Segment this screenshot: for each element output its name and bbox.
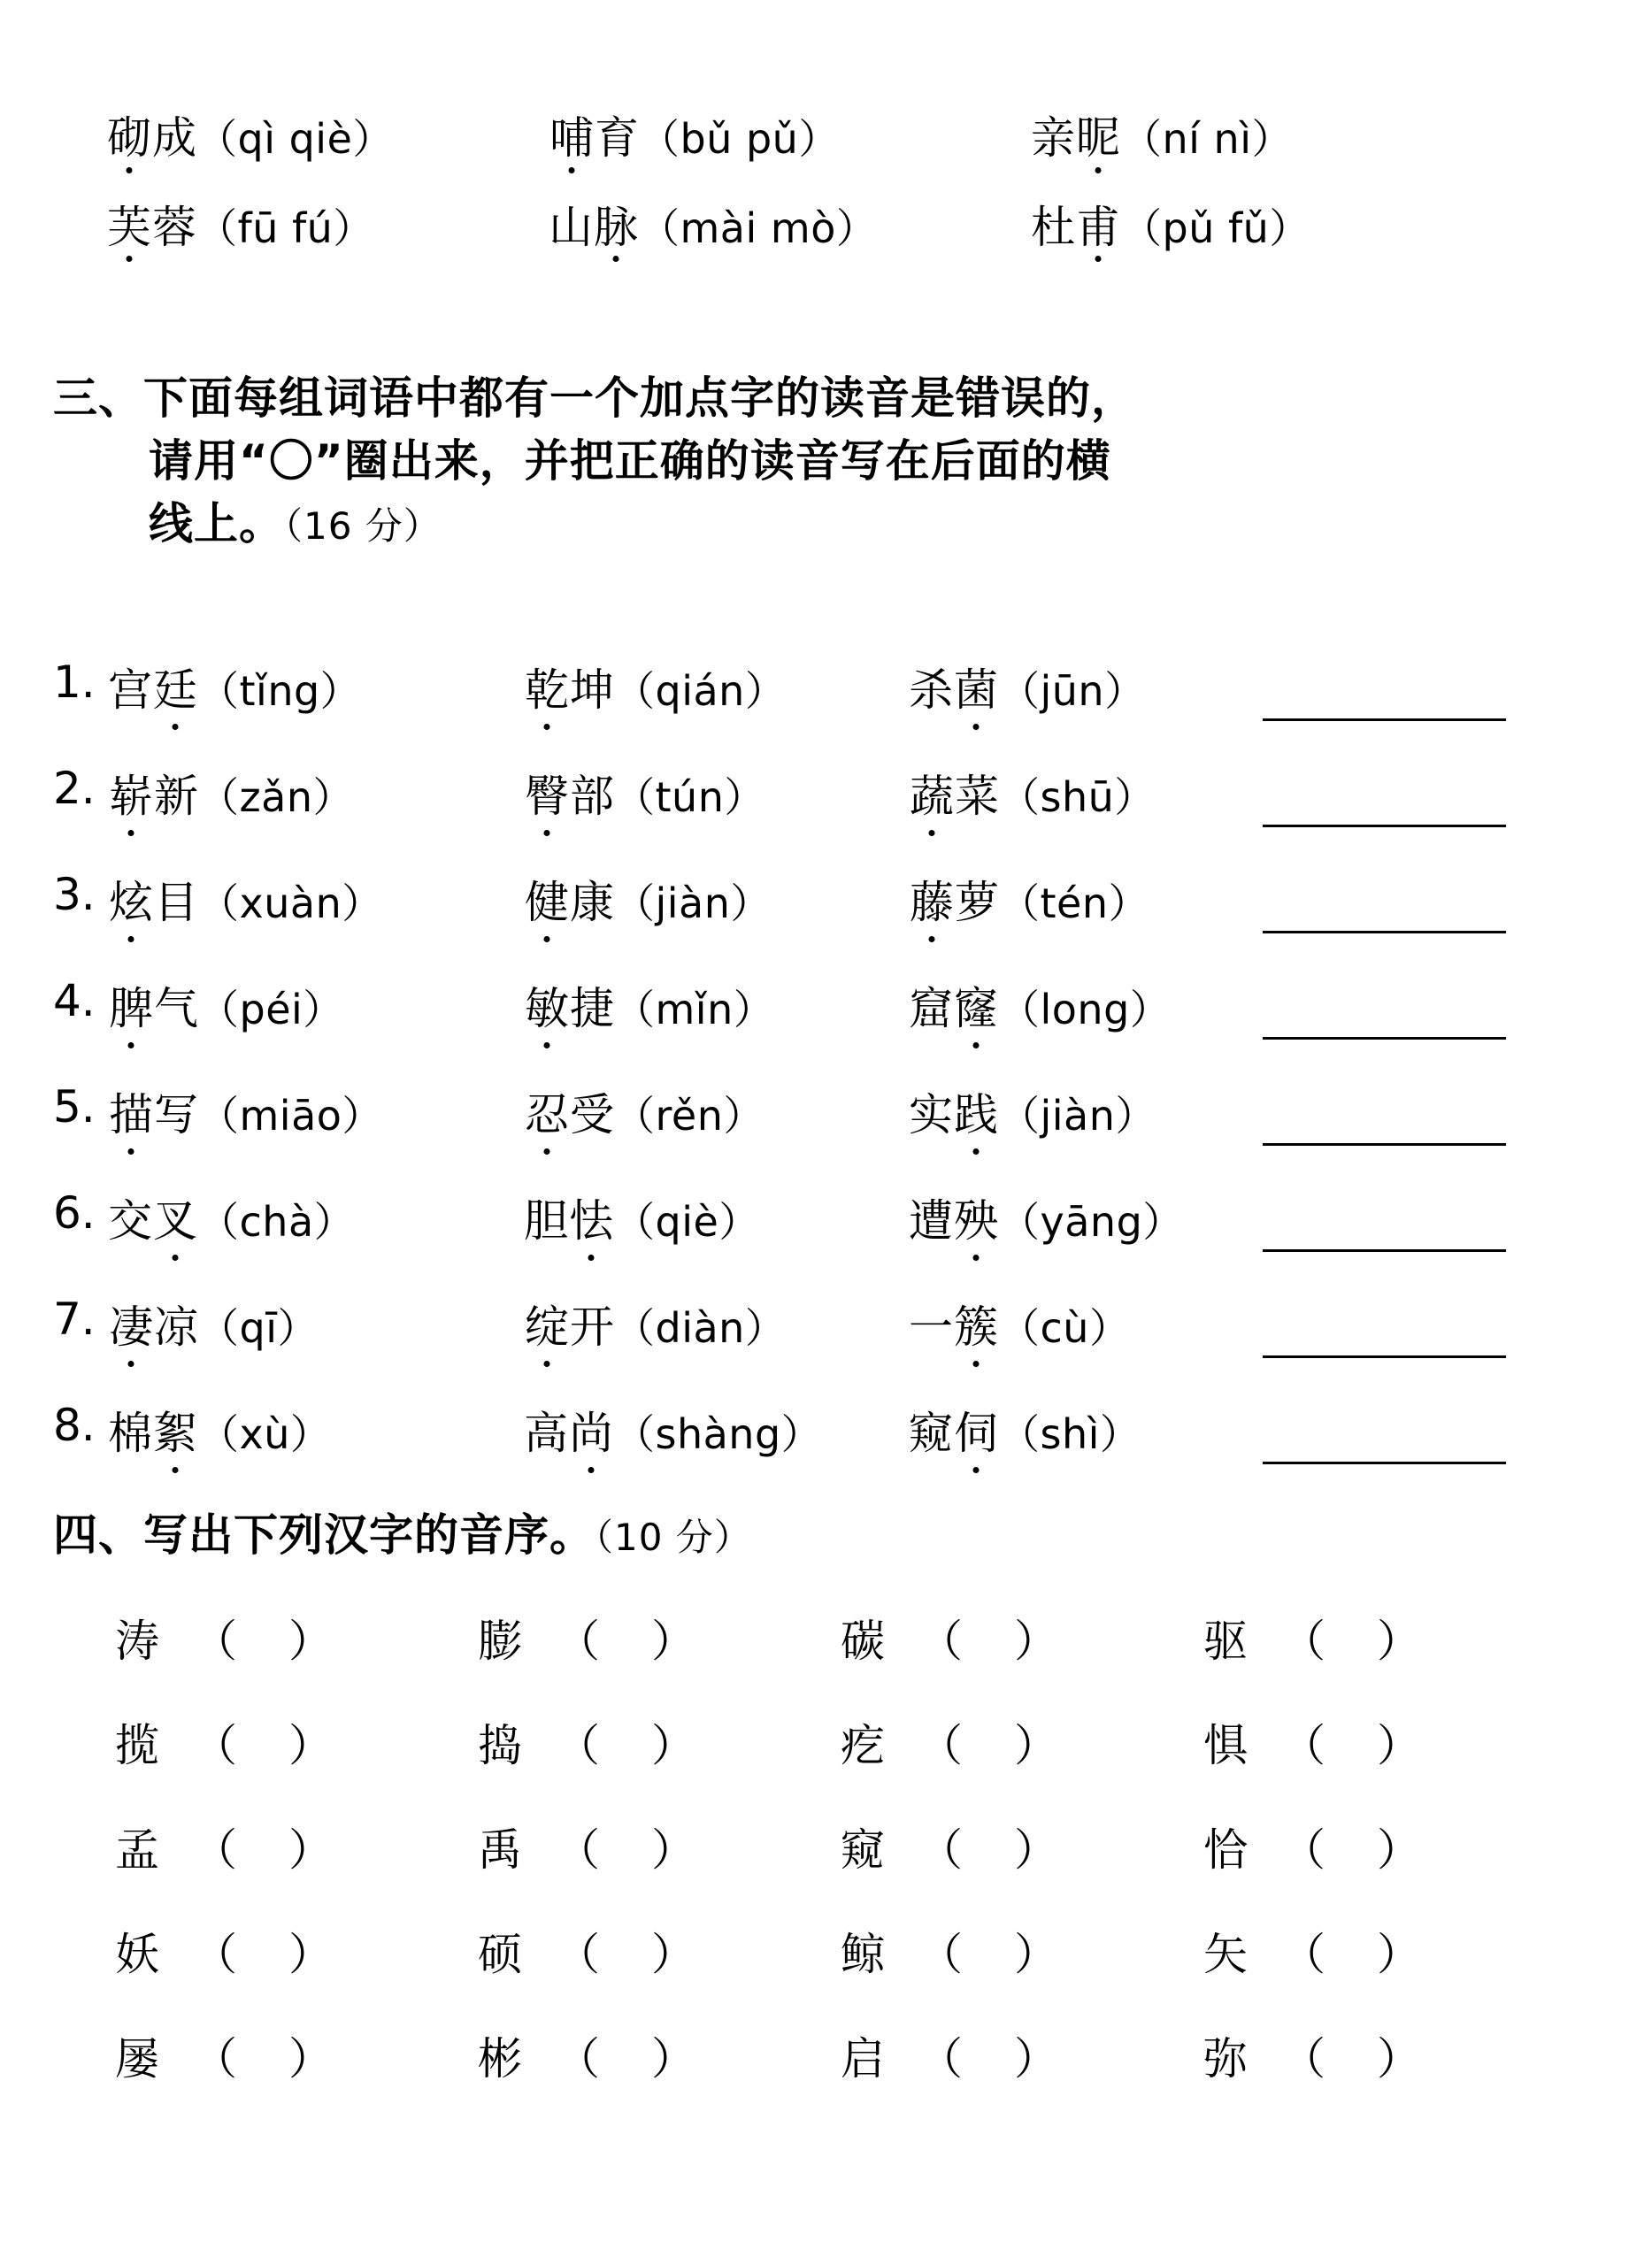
row-number: 2. [53,763,96,814]
word-char: 气 [154,983,198,1034]
character: 揽 [115,1720,159,1771]
word-pinyin: （jiàn） [614,879,772,927]
dotted-char: 绽 [524,1292,570,1355]
answer-line[interactable] [1263,655,1506,721]
answer-bracket: （） [918,2033,1110,2085]
word-pinyin: （qián） [614,667,787,715]
character: 涛 [115,1616,159,1667]
dotted-char: 描 [108,1079,154,1143]
answer-line[interactable] [1263,1079,1506,1146]
word-char: 新 [154,771,198,822]
dotted-char: 廷 [152,655,198,718]
word-char: 棉 [108,1408,152,1459]
answer-bracket: （） [556,1720,747,1771]
word-item[interactable] [524,1079,909,1143]
dotted-char: 蔬 [909,761,955,825]
word-pinyin: （mǐn） [614,986,775,1033]
character: 惧 [1203,1720,1248,1771]
character-cell[interactable] [115,1919,478,1983]
character-cell[interactable] [478,1606,841,1670]
character-cell[interactable] [115,1710,478,1774]
word-char: 坤 [570,664,614,716]
character-row [115,1606,1566,1710]
character: 膨 [478,1616,522,1667]
word-item[interactable] [108,1292,524,1355]
word-item[interactable] [909,1398,1245,1462]
word-options: （mài mò） [639,203,878,252]
word-row [106,201,1557,253]
word-pinyin: （shàng） [614,1410,823,1458]
word-char: 开 [570,1301,614,1353]
word-item[interactable] [108,1186,524,1249]
word-pinyin: （rěn） [614,1092,765,1140]
answer-bracket: （） [918,1720,1110,1771]
word-char: 康 [570,877,614,928]
word-options: （pǔ fǔ） [1121,203,1310,252]
dotted-char: 芙 [107,201,151,253]
answer-bracket: （） [193,1929,384,1980]
question-row [53,867,1557,973]
word-char: 杜 [1031,201,1075,253]
word-pinyin: （xù） [198,1410,332,1458]
word-item [1031,201,1310,253]
word-char: 受 [570,1089,614,1140]
word-item[interactable] [108,973,524,1037]
word-char: 写 [154,1089,198,1140]
word-pinyin: （qī） [198,1304,319,1352]
word-item[interactable] [108,1398,524,1462]
answer-bracket: （） [556,1616,747,1667]
character-cell[interactable] [1203,1710,1566,1774]
character: 硕 [478,1929,522,1980]
character-cell[interactable] [478,1919,841,1983]
word-pinyin: （shū） [999,773,1156,821]
answer-bracket: （） [918,1616,1110,1667]
word-chars [549,112,639,164]
dotted-char: 臀 [524,761,570,825]
word-pinyin: （jiàn） [999,1092,1156,1140]
dotted-char: 乾 [524,655,570,718]
character-cell[interactable] [478,1710,841,1774]
word-item[interactable] [909,1079,1245,1143]
answer-line[interactable] [1263,1398,1506,1464]
character: 恰 [1203,1824,1248,1876]
character-row [115,1919,1566,2023]
answer-bracket: （） [1281,1720,1472,1771]
word-item[interactable] [909,655,1245,718]
word-item[interactable] [909,867,1245,931]
character-cell[interactable] [115,1606,478,1670]
character-cell[interactable] [841,1710,1203,1774]
section-three-heading-line1: 三、下面每组词语中都有一个加点字的读音是错误的， [53,372,1136,424]
character-cell[interactable] [115,2023,478,2087]
answer-bracket: （） [918,1929,1110,1980]
answer-bracket: （） [1281,2033,1472,2085]
section-three-heading [53,367,1575,556]
row-number: 5. [53,1081,96,1132]
word-pinyin: （shì） [999,1410,1141,1458]
answer-bracket: （） [556,1824,747,1876]
word-char: 山 [549,201,593,253]
word-char: 亲 [1031,112,1075,164]
word-char: 交 [108,1195,152,1247]
answer-line[interactable] [1263,1186,1506,1252]
word-options: （fū fú） [196,203,374,252]
word-char: 杀 [909,664,953,716]
character: 矢 [1203,1929,1248,1980]
word-pinyin: （zǎn） [198,773,354,821]
answer-bracket: （） [918,1824,1110,1876]
word-pinyin: （péi） [198,986,344,1033]
question-row [53,973,1557,1079]
character: 孟 [115,1824,159,1876]
word-chars [106,201,196,253]
dotted-char: 崭 [108,761,154,825]
word-char: 遭 [909,1195,953,1247]
word-char: 萝 [955,877,999,928]
character: 彬 [478,2033,522,2085]
dotted-char: 菌 [953,655,999,718]
dotted-char: 殃 [953,1186,999,1249]
question-row [53,1398,1557,1504]
dotted-char: 健 [524,867,570,931]
section-three-heading-line3: 线上。（16 分） [149,498,442,549]
character: 碳 [841,1616,885,1667]
character-cell[interactable] [1203,1815,1566,1878]
word-item[interactable] [909,1186,1245,1249]
section-three-list [53,655,1557,1504]
dotted-char: 窿 [953,973,999,1037]
word-char: 宫 [108,664,152,716]
word-item [106,112,549,164]
character: 捣 [478,1720,522,1771]
word-item[interactable] [524,867,909,931]
word-char: 窟 [909,983,953,1034]
character-row [115,2023,1566,2128]
row-number: 6. [53,1187,96,1239]
word-char: 部 [570,771,614,822]
answer-bracket: （） [556,2033,747,2085]
word-char: 菜 [955,771,999,822]
word-item[interactable] [524,1398,909,1462]
word-pinyin: （xuàn） [198,879,383,927]
dotted-char: 砌 [107,112,151,164]
character: 启 [841,2033,885,2085]
word-item[interactable] [909,761,1245,825]
row-number: 7. [53,1294,96,1345]
answer-line[interactable] [1263,761,1506,827]
section-four-points: （10 分） [595,1516,752,1559]
dotted-char: 凄 [108,1292,154,1355]
dotted-char: 伺 [953,1398,999,1462]
word-options: （ní nì） [1121,115,1293,163]
character-cell[interactable] [478,1815,841,1878]
section-four-heading-text: 四、写出下列汉字的音序。 [53,1509,595,1561]
character: 窥 [841,1824,885,1876]
character-cell[interactable] [1203,2023,1566,2087]
row-number: 4. [53,975,96,1026]
character: 弥 [1203,2033,1248,2085]
character: 鲸 [841,1929,885,1980]
word-item [106,201,549,253]
answer-bracket: （） [1281,1616,1472,1667]
word-item [549,201,1031,253]
word-char: 窥 [909,1408,953,1459]
word-pinyin: （miāo） [198,1092,383,1140]
character: 驱 [1203,1616,1248,1667]
word-pinyin: （diàn） [614,1304,787,1352]
answer-line[interactable] [1263,973,1506,1040]
word-item[interactable] [524,973,909,1037]
character-cell[interactable] [841,1815,1203,1878]
dotted-char: 炫 [108,867,154,931]
character-cell[interactable] [115,1815,478,1878]
dotted-char: 簇 [953,1292,999,1355]
dotted-char: 絮 [152,1398,198,1462]
word-pinyin: （qiè） [614,1198,760,1246]
question-row [53,655,1557,761]
word-pinyin: （tǐng） [198,667,362,715]
word-char: 捷 [570,983,614,1034]
section-three-heading-line2: 请用“〇”圈出来，并把正确的读音写在后面的横 [149,435,1111,487]
word-chars [1031,201,1121,253]
word-item[interactable] [524,655,909,718]
word-row [106,112,1557,164]
dotted-char: 尚 [568,1398,614,1462]
word-char: 凉 [154,1301,198,1353]
word-chars [1031,112,1121,164]
dotted-char: 昵 [1076,112,1120,164]
word-char: 胆 [524,1195,568,1247]
word-char: 成 [152,112,196,164]
word-options: （bǔ pǔ） [639,115,840,163]
character-cell[interactable] [1203,1919,1566,1983]
word-item[interactable] [108,867,524,931]
word-item [549,112,1031,164]
section-three-points: （16 分） [284,504,442,548]
character: 屡 [115,2033,159,2085]
word-chars [106,112,196,164]
word-char: 蓉 [152,201,196,253]
word-char: 高 [524,1408,568,1459]
character-cell[interactable] [841,1919,1203,1983]
character-cell[interactable] [841,2023,1203,2087]
dotted-char: 藤 [909,867,955,931]
dotted-char: 怯 [568,1186,614,1249]
dotted-char: 叉 [152,1186,198,1249]
word-options: （qì qiè） [196,115,394,163]
character-row [115,1815,1566,1919]
answer-bracket: （） [193,2033,384,2085]
word-item[interactable] [524,1292,909,1355]
word-item[interactable] [108,655,524,718]
word-char: 目 [154,877,198,928]
word-item[interactable] [108,1079,524,1143]
character: 疙 [841,1720,885,1771]
question-row [53,1292,1557,1398]
word-item[interactable] [909,973,1245,1037]
word-pinyin: （tén） [999,879,1149,927]
answer-line[interactable] [1263,867,1506,933]
word-pinyin: （tún） [614,773,765,821]
character: 妖 [115,1929,159,1980]
word-pinyin: （yāng） [999,1198,1184,1246]
dotted-char: 哺 [549,112,594,164]
dotted-char: 敏 [524,973,570,1037]
dotted-char: 忍 [524,1079,570,1143]
word-item [1031,112,1293,164]
question-row [53,1079,1557,1186]
row-number: 3. [53,869,96,920]
answer-bracket: （） [193,1720,384,1771]
dotted-char: 践 [953,1079,999,1143]
row-number: 1. [53,656,96,708]
answer-bracket: （） [193,1824,384,1876]
section-four-heading [53,1504,752,1567]
answer-bracket: （） [1281,1824,1472,1876]
word-char: 一 [909,1301,953,1353]
dotted-char: 脉 [594,201,638,253]
word-pinyin: （long） [999,986,1172,1033]
section-two-tail [106,112,1557,293]
word-item[interactable] [524,1186,909,1249]
dotted-char: 脾 [108,973,154,1037]
character-cell[interactable] [841,1606,1203,1670]
character-cell[interactable] [1203,1606,1566,1670]
question-row [53,1186,1557,1292]
character-row [115,1710,1566,1815]
answer-bracket: （） [556,1929,747,1980]
answer-bracket: （） [1281,1929,1472,1980]
row-number: 8. [53,1400,96,1451]
word-chars [549,201,639,253]
word-pinyin: （chà） [198,1198,356,1246]
section-four-grid [115,1606,1566,2128]
dotted-char: 甫 [1076,201,1120,253]
answer-bracket: （） [193,1616,384,1667]
character: 禹 [478,1824,522,1876]
word-pinyin: （cù） [999,1304,1131,1352]
question-row [53,761,1557,867]
word-item[interactable] [524,761,909,825]
word-char: 实 [909,1089,953,1140]
word-item[interactable] [108,761,524,825]
character-cell[interactable] [478,2023,841,2087]
word-pinyin: （jūn） [999,667,1146,715]
answer-line[interactable] [1263,1292,1506,1358]
word-item[interactable] [909,1292,1245,1355]
word-char: 育 [595,112,639,164]
